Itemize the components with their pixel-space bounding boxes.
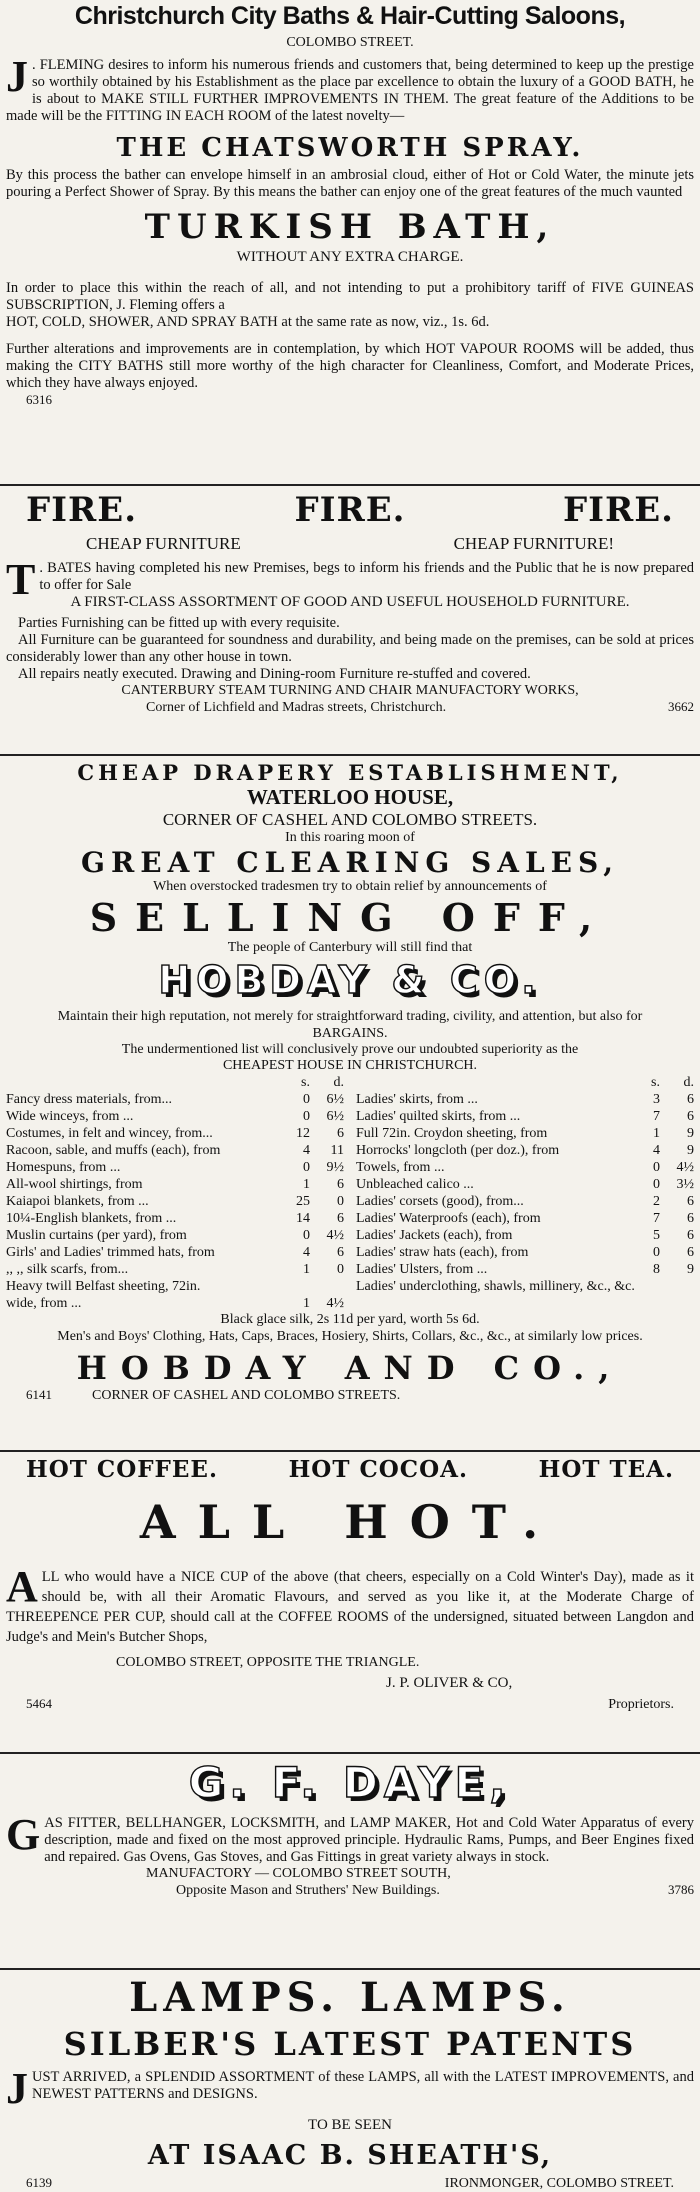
price-item: Girls' and Ladies' trimmed hats, from <box>6 1245 215 1260</box>
price-row <box>6 1176 344 1193</box>
price-list-left <box>6 1074 350 1312</box>
lamps-heading: LAMPS. LAMPS. <box>129 1974 571 2021</box>
price-value <box>288 1176 344 1193</box>
daye-manufactory: MANUFACTORY — COLOMBO STREET SOUTH, <box>146 1866 451 1881</box>
price-row <box>6 1091 344 1108</box>
price-row <box>356 1261 694 1278</box>
price-item: Racoon, sable, and muffs (each), from <box>6 1143 221 1158</box>
cheap-furniture-2: CHEAP FURNITURE! <box>453 534 614 553</box>
price-pence: 4½ <box>676 1160 694 1175</box>
price-value <box>638 1278 694 1295</box>
daye-text: AS FITTER, BELLHANGER, LOCKSMITH, and LAMP MAKER, Hot and Cold Water Apparatus of every description, made and fixed on the most approved principle. Hydraulic Rams, Pumps, and Beer Engines fixed and repaired. Gas Ovens, Gas Stoves, and Gas Fittings in great variety always in stock. <box>44 1815 694 1865</box>
price-header <box>356 1074 694 1091</box>
hot-cocoa: HOT COCOA. <box>288 1456 468 1483</box>
coffee-street: COLOMBO STREET, OPPOSITE THE TRIANGLE. <box>116 1655 420 1670</box>
fire-word-1: FIRE. <box>26 490 138 530</box>
price-value <box>638 1227 694 1244</box>
price-value <box>638 1193 694 1210</box>
price-pence: 6 <box>687 1092 694 1107</box>
price-pence <box>672 1278 694 1295</box>
baths-para3: In order to place this within the reach of all, and not intending to put a prohibitory tariff of FIVE GUINEAS SUBSCRIPTION, J. Fleming offers a <box>6 280 694 313</box>
great-clearing-sales: GREAT CLEARING SALES, <box>81 846 619 879</box>
daye-footer <box>6 1882 694 1899</box>
price-row <box>356 1108 694 1125</box>
price-item: wide, from ... <box>6 1296 82 1311</box>
baths-advertisement <box>0 2 700 480</box>
price-shillings: 1 <box>303 1177 310 1192</box>
selling-off: SELLING OFF, <box>89 895 611 940</box>
baths-subtitle: COLOMBO STREET. <box>286 35 414 50</box>
price-value <box>288 1278 344 1295</box>
price-item: Ladies' skirts, from ... <box>356 1092 478 1107</box>
price-row <box>356 1176 694 1193</box>
price-pence: 6 <box>337 1177 344 1192</box>
price-shillings: 0 <box>303 1109 310 1124</box>
price-item: Ladies' Waterproofs (each), from <box>356 1211 541 1226</box>
lamps-dropcap: J <box>6 2064 28 2113</box>
coffee-para <box>6 1562 694 1647</box>
cheapest-house: CHEAPEST HOUSE IN CHRISTCHURCH. <box>222 1058 478 1073</box>
price-value <box>288 1244 344 1261</box>
price-shillings: 0 <box>653 1245 660 1260</box>
price-item: Ladies' corsets (good), from... <box>356 1194 524 1209</box>
baths-para3b: HOT, COLD, SHOWER, AND SPRAY BATH at the same rate as now, viz., 1s. 6d. <box>6 314 490 330</box>
price-value <box>638 1244 694 1261</box>
drapery-footer-line <box>6 1387 694 1404</box>
price-value <box>288 1295 344 1312</box>
daye-para <box>6 1810 694 1866</box>
drapery-corner-footer: CORNER OF CASHEL AND COLOMBO STREETS. <box>92 1388 401 1403</box>
price-pence: 6 <box>337 1245 344 1260</box>
coffee-firm: J. P. OLIVER & CO, <box>386 1675 513 1691</box>
price-row <box>6 1295 344 1312</box>
price-shillings: 1 <box>303 1296 310 1311</box>
price-pence: 11 <box>330 1143 344 1158</box>
price-row <box>356 1091 694 1108</box>
baths-dropcap: J <box>6 52 28 101</box>
coffee-advertisement <box>0 1456 700 1748</box>
hobday-footer: HOBDAY AND CO., <box>76 1349 624 1387</box>
coffee-proprietors: Proprietors. <box>608 1697 674 1712</box>
coffee-footer <box>6 1696 694 1713</box>
fire-assortment: A FIRST-CLASS ASSORTMENT OF GOOD AND USEFUL HOUSEHOLD FURNITURE. <box>70 594 630 610</box>
price-pence: 4½ <box>326 1228 344 1243</box>
lamps-footer <box>6 2175 694 2192</box>
price-row <box>356 1244 694 1261</box>
hot-drinks-heading <box>6 1456 694 1483</box>
fire-para2: Parties Furnishing can be fitted up with every requisite. <box>18 615 340 631</box>
divider <box>0 1752 700 1754</box>
price-pence: 6½ <box>326 1109 344 1124</box>
price-value <box>638 1261 694 1278</box>
price-value <box>288 1193 344 1210</box>
divider <box>0 1968 700 1970</box>
price-row <box>6 1210 344 1227</box>
price-row <box>6 1261 344 1278</box>
price-row <box>356 1210 694 1227</box>
price-shillings: 14 <box>296 1211 310 1226</box>
waterloo-house: WATERLOO HOUSE, <box>246 785 454 809</box>
price-shillings: 0 <box>653 1177 660 1192</box>
price-item: Full 72in. Croydon sheeting, from <box>356 1126 548 1141</box>
fire-para3: All Furniture can be guaranteed for soundness and durability, and being made on the premises, can be sold at prices considerably lower than any other house in town. <box>6 632 694 665</box>
price-shillings: 2 <box>653 1194 660 1209</box>
fire-para1: . BATES having completed his new Premises, begs to inform his friends and the Public that he is now prepared to offer for Sale <box>39 560 694 593</box>
price-row <box>6 1227 344 1244</box>
price-item: Kaiapoi blankets, from ... <box>6 1194 149 1209</box>
baths-title: Christchurch City Baths & Hair-Cutting Saloons, <box>74 2 626 30</box>
to-be-seen: TO BE SEEN <box>308 2117 392 2133</box>
price-header <box>6 1074 344 1091</box>
price-item: Ladies' Jackets (each), from <box>356 1228 513 1243</box>
fire-address-line <box>6 699 694 716</box>
lamps-ad-number: 6139 <box>26 2175 52 2190</box>
drapery-advertisement <box>0 760 700 1446</box>
price-row <box>6 1159 344 1176</box>
price-row <box>356 1159 694 1176</box>
daye-opposite: Opposite Mason and Struthers' New Buildings. <box>176 1883 440 1898</box>
fire-works: CANTERBURY STEAM TURNING AND CHAIR MANUFACTORY WORKS, <box>121 683 579 698</box>
price-shillings: 8 <box>653 1262 660 1277</box>
price-shillings: 0 <box>653 1160 660 1175</box>
silbers-patents: SILBER'S LATEST PATENTS <box>63 2025 637 2063</box>
daye-title: G. F. DAYE, <box>188 1758 512 1807</box>
fire-ad-number: 3662 <box>668 699 694 714</box>
fire-advertisement <box>0 490 700 750</box>
price-shillings <box>288 1278 310 1295</box>
price-value <box>288 1210 344 1227</box>
price-row <box>6 1278 344 1295</box>
coffee-dropcap: A <box>6 1562 38 1611</box>
divider <box>0 484 700 486</box>
price-row <box>356 1125 694 1142</box>
price-row <box>6 1193 344 1210</box>
baths-intro <box>6 52 694 125</box>
daye-advertisement <box>0 1758 700 1964</box>
price-item: Muslin curtains (per yard), from <box>6 1228 187 1243</box>
price-value <box>288 1159 344 1176</box>
price-shillings: 12 <box>296 1126 310 1141</box>
fire-word-2: FIRE. <box>294 490 406 530</box>
hobday-logo: HOBDAY & CO. <box>158 958 542 1002</box>
price-item: Towels, from ... <box>356 1160 445 1175</box>
baths-ad-number: 6316 <box>26 392 52 407</box>
price-value <box>288 1091 344 1108</box>
price-shillings: 4 <box>303 1245 310 1260</box>
price-pence <box>322 1278 344 1295</box>
price-row <box>6 1142 344 1159</box>
shillings-header: s. <box>651 1075 660 1090</box>
cheap-furniture-1: CHEAP FURNITURE <box>86 534 241 553</box>
daye-dropcap: G <box>6 1810 41 1859</box>
price-item: All-wool shirtings, from <box>6 1177 143 1192</box>
price-item: Wide winceys, from ... <box>6 1109 134 1124</box>
price-pence: 6 <box>687 1245 694 1260</box>
drapery-reputation: Maintain their high reputation, not merely for straightforward trading, civility, and attention, but also for BARGAINS. <box>57 1009 643 1041</box>
fire-dropcap: T <box>6 555 36 604</box>
hot-coffee: HOT COFFEE. <box>26 1456 218 1483</box>
price-value <box>638 1108 694 1125</box>
price-shillings: 0 <box>303 1092 310 1107</box>
price-item: Ladies' underclothing, shawls, millinery, &c., &c. <box>356 1279 635 1294</box>
price-value <box>288 1125 344 1142</box>
pence-header: d. <box>333 1075 344 1090</box>
price-shillings: 0 <box>303 1160 310 1175</box>
price-pence: 6½ <box>326 1092 344 1107</box>
price-item: Unbleached calico ... <box>356 1177 474 1192</box>
coffee-text: LL who would have a NICE CUP of the above (that cheers, especially on a Cold Winter's Day), made as it should be, with all their Aromatic Flavours, and served as you like it, at the Moderate Charge of THREEPENCE PER CUP, should call at the COFFEE ROOMS of the undersigned, situated between Langdon and Judge's and Mein's Butcher Shops, <box>6 1569 694 1645</box>
price-pence: 6 <box>687 1194 694 1209</box>
price-value <box>288 1261 344 1278</box>
price-shillings: 5 <box>653 1228 660 1243</box>
price-shillings <box>638 1278 660 1295</box>
price-shillings: 4 <box>303 1143 310 1158</box>
baths-para2: By this process the bather can envelope himself in an ambrosial cloud, either of Hot or Cold Water, the minute jets pouring a Perfect Shower of Spray. By this means the bather can enjoy one of the great features of the much vaunted <box>6 167 694 200</box>
pence-header: d. <box>683 1075 694 1090</box>
isaac-sheath: AT ISAAC B. SHEATH'S, <box>147 2140 553 2171</box>
price-row <box>356 1278 694 1295</box>
price-pence: 9 <box>687 1126 694 1141</box>
price-item: Fancy dress materials, from... <box>6 1092 173 1107</box>
price-value <box>638 1091 694 1108</box>
price-pence: 3½ <box>676 1177 694 1192</box>
price-shillings: 4 <box>653 1143 660 1158</box>
baths-para4: Further alterations and improvements are in contemplation, by which HOT VAPOUR ROOMS will be added, thus making the CITY BATHS still more worthy of the high character for Cleanliness, Comfort, and Moderate Prices, which they have always enjoyed. <box>6 341 694 391</box>
drapery-roaring: In this roaring moon of <box>285 830 415 845</box>
price-shillings: 1 <box>303 1262 310 1277</box>
black-glace-silk: Black glace silk, 2s 11d per yard, worth 5s 6d. <box>220 1312 480 1327</box>
price-item: ,, ,, silk scarfs, from... <box>6 1262 129 1277</box>
price-value <box>288 1227 344 1244</box>
turkish-bath-heading: TURKISH BATH, <box>144 207 556 247</box>
price-pence: 6 <box>337 1126 344 1141</box>
price-pence: 6 <box>337 1211 344 1226</box>
drapery-people: The people of Canterbury will still find that <box>227 940 473 955</box>
price-item: Ladies' straw hats (each), from <box>356 1245 529 1260</box>
price-row <box>6 1125 344 1142</box>
drapery-list-intro: The undermentioned list will conclusively prove our undoubted superiority as the <box>121 1042 579 1057</box>
fire-para4: All repairs neatly executed. Drawing and Dining-room Furniture re-stuffed and covered. <box>18 666 531 682</box>
price-value <box>288 1142 344 1159</box>
price-row <box>6 1244 344 1261</box>
price-pence: 6 <box>687 1109 694 1124</box>
price-shillings: 7 <box>653 1109 660 1124</box>
cheap-furniture-line <box>6 534 694 554</box>
price-pence: 6 <box>687 1228 694 1243</box>
all-hot: ALL HOT. <box>139 1495 561 1549</box>
price-shillings: 25 <box>296 1194 310 1209</box>
price-item: Costumes, in felt and wincey, from... <box>6 1126 213 1141</box>
price-pence: 0 <box>337 1194 344 1209</box>
price-row <box>356 1227 694 1244</box>
fire-heading <box>6 490 694 530</box>
price-value <box>638 1159 694 1176</box>
daye-ad-number: 3786 <box>668 1882 694 1897</box>
without-extra-charge: WITHOUT ANY EXTRA CHARGE. <box>236 249 464 265</box>
price-item: Homespuns, from ... <box>6 1160 121 1175</box>
hot-tea: HOT TEA. <box>538 1456 674 1483</box>
price-row <box>356 1193 694 1210</box>
divider <box>0 754 700 756</box>
price-pence: 4½ <box>326 1296 344 1311</box>
coffee-ad-number: 5464 <box>26 1696 52 1711</box>
price-shillings: 1 <box>653 1126 660 1141</box>
fire-word-3: FIRE. <box>562 490 674 530</box>
price-shillings: 3 <box>653 1092 660 1107</box>
price-item: 10¼-English blankets, from ... <box>6 1211 177 1226</box>
price-row <box>356 1142 694 1159</box>
price-value <box>638 1142 694 1159</box>
price-value <box>638 1210 694 1227</box>
mens-clothing: Men's and Boys' Clothing, Hats, Caps, Braces, Hosiery, Shirts, Collars, &c., &c., at similarly low prices. <box>57 1329 643 1344</box>
drapery-corner: CORNER OF CASHEL AND COLOMBO STREETS. <box>162 810 538 829</box>
price-value <box>288 1108 344 1125</box>
price-value <box>638 1176 694 1193</box>
baths-para1: . FLEMING desires to inform his numerous friends and customers that, being determined to keep up the prestige so worthily obtained by his Establishment as the place par excellence to obtain the luxury of a GOOD BATH, he is about to MAKE STILL FURTHER IMPROVEMENTS IN THEM. The great feature of the Additions to be made will be the FITTING IN EACH ROOM of the latest novelty— <box>6 57 694 124</box>
fire-address: Corner of Lichfield and Madras streets, Christchurch. <box>146 700 447 715</box>
price-item: Horrocks' longcloth (per doz.), from <box>356 1143 560 1158</box>
drapery-ad-number: 6141 <box>26 1387 52 1402</box>
price-list <box>6 1074 694 1312</box>
lamps-advertisement <box>0 1974 700 2192</box>
price-row <box>6 1108 344 1125</box>
price-pence: 9 <box>687 1262 694 1277</box>
lamps-ironmonger: IRONMONGER, COLOMBO STREET. <box>444 2176 674 2191</box>
drapery-overstocked: When overstocked tradesmen try to obtain relief by announcements of <box>153 879 547 894</box>
chatsworth-spray-heading: THE CHATSWORTH SPRAY. <box>116 133 584 163</box>
price-shillings: 7 <box>653 1211 660 1226</box>
price-pence: 6 <box>687 1211 694 1226</box>
price-value <box>638 1125 694 1142</box>
price-pence: 0 <box>337 1262 344 1277</box>
price-shillings: 0 <box>303 1228 310 1243</box>
price-item: Ladies' quilted skirts, from ... <box>356 1109 521 1124</box>
price-pence: 9½ <box>326 1160 344 1175</box>
price-item: Heavy twill Belfast sheeting, 72in. <box>6 1279 201 1294</box>
price-list-right <box>350 1074 694 1312</box>
lamps-text: UST ARRIVED, a SPLENDID ASSORTMENT of these LAMPS, all with the LATEST IMPROVEMENTS, and NEWEST PATTERNS and DESIGNS. <box>32 2069 694 2102</box>
divider <box>0 1450 700 1452</box>
lamps-para <box>6 2064 694 2113</box>
price-pence: 9 <box>687 1143 694 1158</box>
price-item: Ladies' Ulsters, from ... <box>356 1262 488 1277</box>
shillings-header: s. <box>301 1075 310 1090</box>
drapery-heading: CHEAP DRAPERY ESTABLISHMENT, <box>77 760 623 785</box>
